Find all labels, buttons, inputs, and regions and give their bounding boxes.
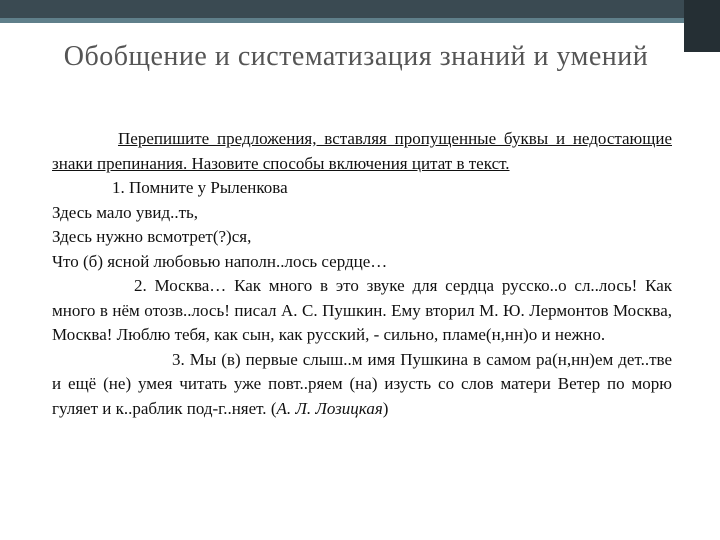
instruction-text: Перепишите предложения, вставляя пропущенные буквы и недостающие знаки препинания. Назовите способы включения цитат в текст. [52,129,672,173]
item-1-line: Здесь мало увид..ть, [52,202,199,222]
item-1-intro: 1. Помните у Рыленкова [112,178,288,197]
item-3-text: 3. Мы (в) первые слыш..м имя Пушкина в самом ра(н,нн)ем дет..тве и ещё (не) умея читать уже повт..ряем (на) изусть со слов матери Ветер по морю гуляет и к..раблик под-г..няет. [52,349,672,418]
slide-body [52,127,672,421]
item-2-text: 2. Москва… Как много в это звуке для сердца русско..о сл..лось! Как много в нём отозв..лось! писал А. С. Пушкин. Ему вторил М. Ю. Лермонтов Москва, Москва! Люблю тебя, как сын, как русский, - сильно, пламе(н,нн)о и нежно. [52,276,672,344]
top-bar [0,0,720,18]
slide-title: Обобщение и систематизация знаний и умений [63,41,649,72]
source-close-paren: ) [382,398,389,418]
item-1-line: Что (б) ясной любовью наполн..лось сердце… [52,251,388,271]
item-1-line: Здесь нужно всмотрет(?)ся, [52,227,252,246]
item-3-paragraph [52,348,672,422]
corner-block [684,0,720,52]
accent-bar [0,18,720,23]
source-author: А. Л. Лозицкая [276,398,383,418]
source-open-paren: ( [270,398,277,418]
